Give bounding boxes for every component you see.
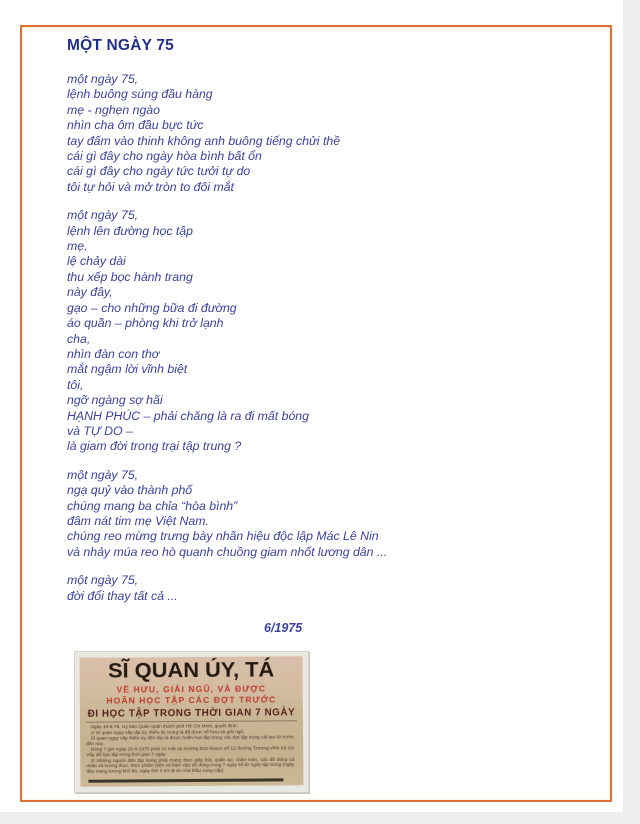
poem-line: thu xếp bọc hành trang [67, 269, 193, 284]
poem-line: một ngày 75, [67, 72, 139, 86]
poem-line: một ngày 75, [67, 208, 139, 223]
clipping-paragraph: Sĩ quan ngụy cấp thiếu úy đến đại tá được hoãn học tập trong các đợt tập trung cải tạo từ trước đến nay. [86, 734, 295, 747]
poem-line: một ngày 75, [67, 573, 139, 588]
poem-stanza-4 [67, 573, 590, 604]
clipping-red-subhead-1: VỀ HƯU, GIẢI NGŨ, VÀ ĐƯỢC [116, 683, 267, 695]
newspaper-clipping-photo [74, 651, 309, 793]
poem-line: đâm nát tim mẹ Việt Nam. [67, 513, 209, 528]
clipping-paragraph: Ngày 19-8-75, Ủy ban Quân quản thành phố Hồ Chí Minh, quyết định: [90, 723, 238, 730]
poem-stanza-3 [67, 468, 590, 560]
poem-line: tôi tự hỏi và mở tròn to đôi mắt [67, 179, 234, 194]
poem-line: gạo – cho những bữa đi đường [67, 300, 237, 315]
poem-date: 6/1975 [264, 621, 303, 635]
poem-line: mẹ - nghẹn ngào [67, 102, 160, 117]
clipping-red-subhead-2: HOÃN HỌC TẬP CÁC ĐỢT TRƯỚC [106, 693, 277, 706]
page-border-frame [20, 25, 612, 802]
clipping-paragraph: Đúng 7 giờ ngày 20-8-1975 phải có mặt tại trường Don-bosco số 12 đường Trương vĩnh Ký Gò Vấp để học tập trong thời gian 7 ngày. [86, 745, 295, 758]
clipping-bold-subhead: ĐI HỌC TẬP TRONG THỜI GIAN 7 NGÀY [86, 706, 297, 722]
poem-line: ngỡ ngàng sợ hãi [67, 393, 163, 408]
poem-line: lệnh buông súng đầu hàng [67, 87, 213, 102]
poem-stanza-2 [67, 208, 590, 455]
clipping-paragraph: 2/ Những người đến tập trung phải mang theo giấy bút, quần áo, chăn màn, các đồ dùng cá nhân và lương thực, thực phẩm (tiền và hiện vật) đủ dùng trong 7 ngày kể từ ngày tập trung (ngày đầu mang lương khô ăn, ngày thứ 2 trở đi do nhà thầu cung cấp). [86, 756, 295, 775]
clipping-body-text [86, 723, 294, 774]
newspaper-clipping [80, 656, 304, 787]
clipping-body [86, 723, 294, 786]
poem-line: mắt ngậm lời vĩnh biệt [67, 362, 188, 377]
clipping-headline: SĨ QUAN ÚY, TÁ [107, 658, 275, 683]
poem-line: chúng reo mừng trưng bày nhãn hiệu độc lập Mác Lê Nin [67, 529, 379, 544]
poem-line: tôi, [67, 377, 84, 392]
poem-line: nhìn cha ôm đầu bực tức [67, 118, 204, 133]
page-title: MỘT NGÀY 75 [67, 37, 174, 54]
poem-line: là giam đời trong trại tập trung ? [67, 439, 242, 454]
poem-line: cái gì đây cho ngày hòa bình bất ổn [67, 149, 262, 164]
poem-line: đời đổi thay tất cả ... [67, 588, 178, 603]
poem-line: và TỰ DO – [67, 423, 133, 438]
poem-line: cha, [67, 331, 91, 346]
poem-stanza-1 [67, 72, 590, 195]
poem-line: lệnh lên đường học tập [67, 223, 193, 238]
poem-line: này đây, [67, 285, 113, 300]
poem-line: chúng mang ba chỉa “hòa bình” [67, 498, 238, 513]
poem-line: HẠNH PHÚC – phải chăng là ra đi mất bóng [67, 408, 309, 423]
page-content [22, 27, 610, 793]
poem-line: mẹ, [67, 239, 88, 254]
poem-line: cái gì đây cho ngày tức tưởi tự do [67, 164, 251, 179]
poem-line: và nhảy múa reo hò quanh chuồng giam nhốt lương dân ... [67, 544, 388, 559]
poem-line: lệ chảy dài [67, 254, 126, 269]
poem-line: một ngày 75, [67, 467, 139, 482]
poem-line: tay đấm vào thinh không anh buông tiếng chửi thề [67, 133, 341, 148]
poem-line: ngạ quỷ vào thành phố [67, 483, 193, 498]
clipping-paragraph: 1/ Sĩ quan ngụy cấp đại úy, thiếu tá, trung tá đã được về hưu và giải ngũ. [90, 728, 245, 736]
poem-line: nhìn đàn con thơ [67, 346, 160, 361]
poem-line: áo quần – phòng khi trở lạnh [67, 316, 224, 331]
